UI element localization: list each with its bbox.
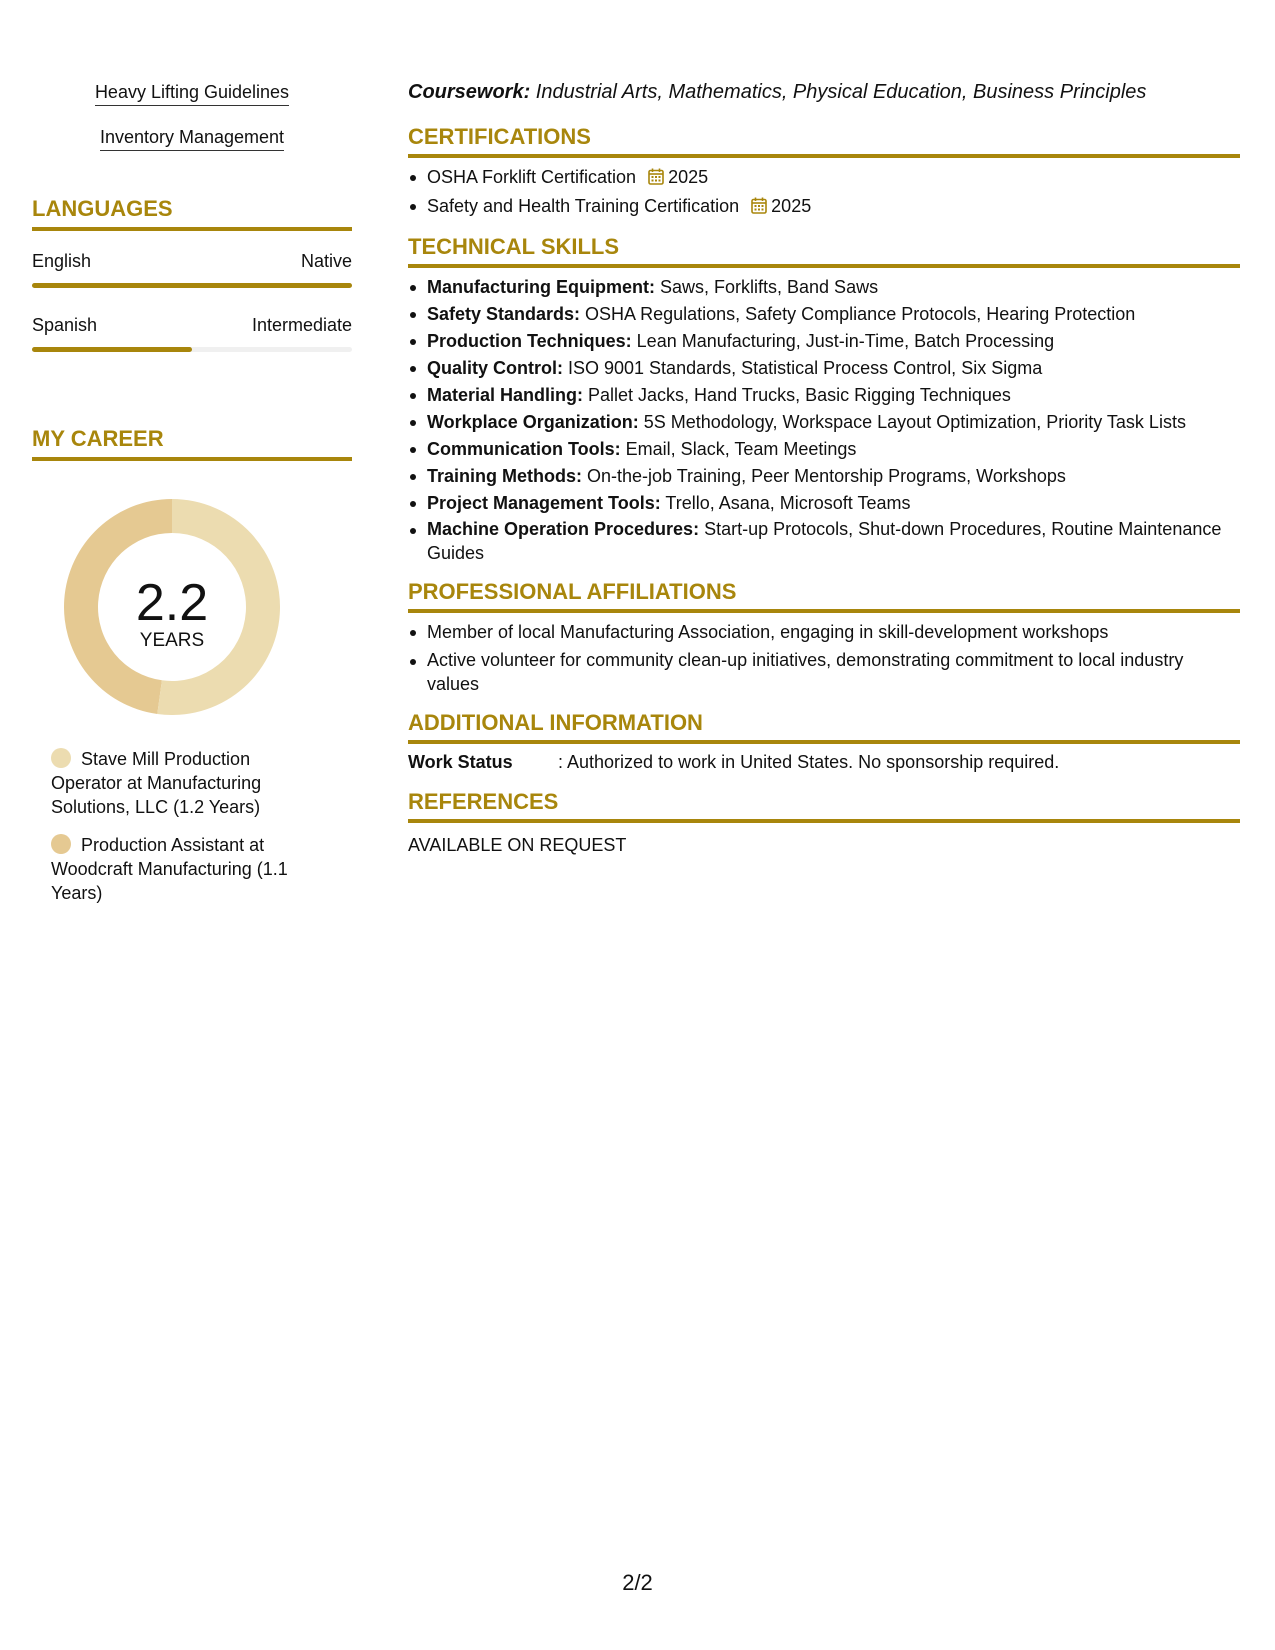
skill-item: Training Methods: On-the-job Training, Peer Mentorship Programs, Workshops: [408, 463, 1240, 490]
coursework: [408, 78, 1240, 106]
coursework-label: Coursework:: [408, 81, 531, 103]
certification-year: 2025: [668, 167, 709, 187]
technical-skills-list: [408, 274, 1240, 565]
affiliations-list: [408, 619, 1240, 696]
skill-item: Quality Control: ISO 9001 Standards, Statistical Process Control, Six Sigma: [408, 355, 1240, 382]
work-status-value: : Authorized to work in United States. No sponsorship required.: [558, 752, 1060, 772]
language-item: [32, 251, 352, 288]
skill-item: Safety Standards: OSHA Regulations, Safety Compliance Protocols, Hearing Protection: [408, 301, 1240, 328]
skill-item: Machine Operation Procedures: Start-up Protocols, Shut-down Procedures, Routine Maintenance Guides: [408, 517, 1240, 565]
certification-item: Safety and Health Training Certification 2025: [408, 193, 1240, 222]
left-column: [32, 82, 352, 919]
language-bar: [32, 283, 352, 288]
career-legend: [32, 747, 352, 905]
skill-tag: Inventory Management: [32, 127, 352, 172]
affiliation-item: Active volunteer for community clean-up initiatives, demonstrating commitment to local industry values: [408, 648, 1240, 696]
languages-title: LANGUAGES: [32, 196, 352, 231]
right-column: [408, 78, 1240, 856]
language-item: [32, 315, 352, 352]
certifications-title: CERTIFICATIONS: [408, 124, 1240, 158]
skill-item: Communication Tools: Email, Slack, Team Meetings: [408, 436, 1240, 463]
additional-information-title: ADDITIONAL INFORMATION: [408, 710, 1240, 744]
work-status-row: [408, 752, 1240, 773]
career-legend-item: Production Assistant at Woodcraft Manufacturing (1.1 Years): [51, 835, 288, 903]
references-title: REFERENCES: [408, 789, 1240, 823]
career-total: 2.2: [135, 574, 209, 632]
career-legend-item: Stave Mill Production Operator at Manufacturing Solutions, LLC (1.2 Years): [51, 749, 262, 817]
language-level: Native: [300, 251, 352, 271]
professional-affiliations-title: PROFESSIONAL AFFILIATIONS: [408, 579, 1240, 613]
work-status-label: Work Status: [408, 752, 513, 772]
language-name: Spanish: [32, 315, 98, 335]
legend-dot: [51, 834, 71, 854]
references-text: AVAILABLE ON REQUEST: [408, 835, 627, 855]
career-unit: YEARS: [139, 630, 205, 651]
skill-item: Workplace Organization: 5S Methodology, Workspace Layout Optimization, Priority Task Lists: [408, 409, 1240, 436]
technical-skills-title: TECHNICAL SKILLS: [408, 234, 1240, 268]
skill-item: Manufacturing Equipment: Saws, Forklifts, Band Saws: [408, 274, 1240, 301]
skill-tag: Heavy Lifting Guidelines: [32, 82, 352, 127]
certification-item: OSHA Forklift Certification 2025: [408, 164, 1240, 193]
coursework-text: Industrial Arts, Mathematics, Physical Education, Business Principles: [530, 81, 1147, 103]
language-level: Intermediate: [251, 315, 352, 335]
affiliation-item: Member of local Manufacturing Association, engaging in skill-development workshops: [408, 619, 1240, 646]
legend-dot: [51, 748, 71, 768]
language-bar-fill: [32, 283, 352, 288]
language-bar: [32, 347, 352, 352]
calendar-icon: [648, 166, 664, 193]
language-bar-fill: [32, 347, 192, 352]
skill-item: Production Techniques: Lean Manufacturing, Just-in-Time, Batch Processing: [408, 328, 1240, 355]
language-name: English: [32, 251, 92, 271]
skill-item: Material Handling: Pallet Jacks, Hand Trucks, Basic Rigging Techniques: [408, 382, 1240, 409]
certifications-list: [408, 164, 1240, 222]
career-donut-chart: [64, 499, 280, 715]
calendar-icon: [751, 195, 767, 222]
certification-year: 2025: [771, 196, 812, 216]
career-title: MY CAREER: [32, 426, 352, 461]
skill-item: Project Management Tools: Trello, Asana, Microsoft Teams: [408, 490, 1240, 517]
page-number: 2/2: [622, 1570, 653, 1595]
